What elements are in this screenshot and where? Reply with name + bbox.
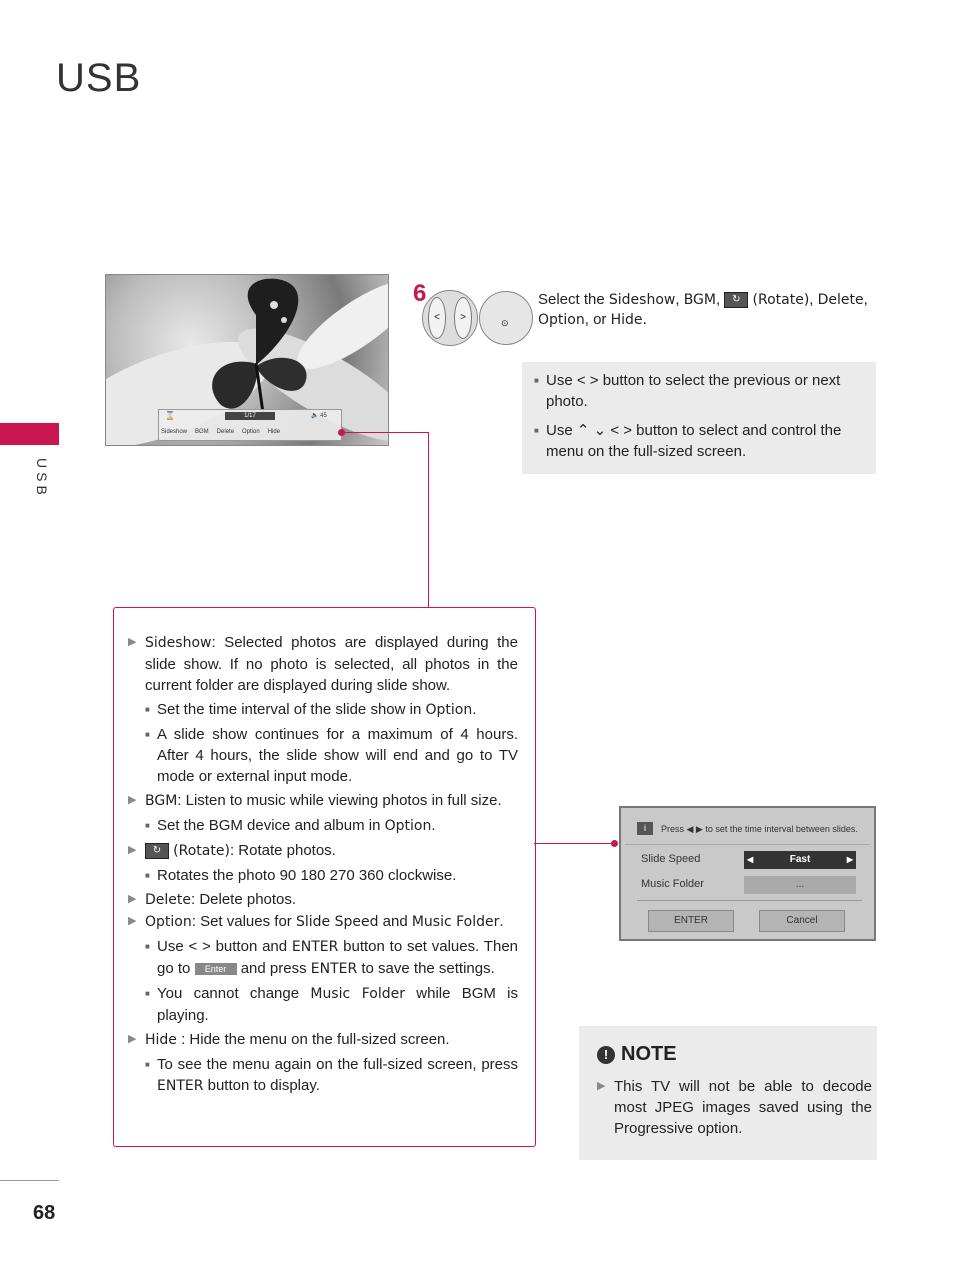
slide-speed-select[interactable]: ◀ Fast ▶ [744, 851, 856, 869]
hourglass-icon: ⌛ [165, 411, 175, 420]
note-heading: ! NOTE [597, 1043, 677, 1066]
cancel-button[interactable]: Cancel [759, 910, 845, 932]
photo-counter: 1/17 [225, 412, 275, 420]
slideshow-osd [158, 409, 342, 441]
enter-button[interactable] [479, 291, 533, 345]
footer-rule [0, 1180, 59, 1181]
navigation-tips [522, 362, 876, 474]
step-number: 6 [413, 280, 427, 307]
dialog-divider [637, 900, 862, 901]
note-text: ▶ This TV will not be able to decode most JPEG images saved using the Progressive option. [597, 1076, 872, 1139]
option-dialog [619, 806, 876, 941]
note-box [579, 1026, 877, 1160]
rotate-note-1: ■ Rotates the photo 90 180 270 360 clockwise. [128, 865, 518, 886]
osd-bgm[interactable]: BGM [195, 429, 209, 435]
rotate-icon: ↻ [145, 843, 169, 859]
music-folder-field[interactable]: ... [744, 876, 856, 894]
enter-button[interactable]: ENTER [648, 910, 734, 932]
menu-description-panel [113, 607, 536, 1147]
rotate-desc: ▶ ↻ (Rotate): Rotate photos. [128, 840, 518, 862]
hide-note-1: ■ To see the menu again on the full-sized screen, press ENTER button to display. [128, 1054, 518, 1097]
osd-delete[interactable]: Delete [216, 429, 235, 435]
dialog-hint-bar [625, 812, 870, 845]
slide-speed-label: Slide Speed [641, 853, 701, 865]
callout-pin [611, 840, 618, 847]
volume-readout [311, 412, 327, 419]
dialog-hint: Press ◀ ▶ to set the time interval between slides. [661, 824, 858, 834]
enter-key-icon: Enter [195, 963, 237, 975]
music-folder-label: Music Folder [641, 878, 704, 890]
tip-item: ■ Use ⌃ ⌄ < > button to select and control the menu on the full-sized screen. [522, 420, 866, 462]
info-icon: i [637, 822, 653, 835]
rotate-icon: ↻ [724, 292, 748, 308]
hide-desc: ▶ Hide : Hide the menu on the full-sized screen. [128, 1029, 518, 1051]
speaker-icon: 🔈 [311, 413, 319, 419]
sideshow-desc: ▶ Sideshow: Selected photos are displayed during the slide show. If no photo is selected, all photos in the current folder are displayed during slide show. [128, 632, 518, 696]
volume-level: 45 [320, 413, 327, 419]
page-title: USB [56, 56, 142, 100]
callout-line [428, 432, 429, 607]
osd-hide[interactable]: Hide [267, 429, 281, 435]
tip-item: ■ Use < > button to select the previous or next photo. [522, 370, 866, 412]
sideshow-note-2: ■ A slide show continues for a maximum of 4 hours. After 4 hours, the slide show will end and go to TV mode or external input mode. [128, 724, 518, 787]
option-note-2: ■ You cannot change Music Folder while BGM is playing. [128, 983, 518, 1026]
nav-buttons[interactable] [422, 290, 478, 346]
right-arrow-button[interactable]: > [454, 297, 472, 339]
exclamation-icon: ! [597, 1046, 615, 1064]
right-triangle-icon[interactable]: ▶ [846, 855, 853, 864]
callout-line [342, 432, 429, 433]
delete-desc: ▶ Delete: Delete photos. [128, 889, 518, 911]
section-side-label: USB [34, 458, 50, 499]
osd-option[interactable]: Option [242, 429, 260, 435]
osd-sideshow[interactable]: Sideshow [161, 429, 188, 435]
left-arrow-button[interactable]: < [428, 297, 446, 339]
enter-dot-icon: ⊙ [501, 318, 509, 328]
step-instruction: Select the Sideshow, BGM, ↻ (Rotate), Delete, Option, or Hide. [538, 291, 868, 328]
left-triangle-icon[interactable]: ◀ [747, 855, 754, 864]
bgm-note-1: ■ Set the BGM device and album in Option. [128, 815, 518, 837]
sideshow-note-1: ■ Set the time interval of the slide show in Option. [128, 699, 518, 721]
bgm-desc: ▶ BGM: Listen to music while viewing photos in full size. [128, 790, 518, 812]
section-tab [0, 423, 59, 445]
page-number: 68 [33, 1202, 56, 1224]
option-desc: ▶ Option: Set values for Slide Speed and Music Folder. [128, 911, 518, 933]
option-note-1: ■ Use < > button and ENTER button to set values. Then go to Enter and press ENTER to save the settings. [128, 936, 518, 980]
callout-line [534, 843, 614, 844]
